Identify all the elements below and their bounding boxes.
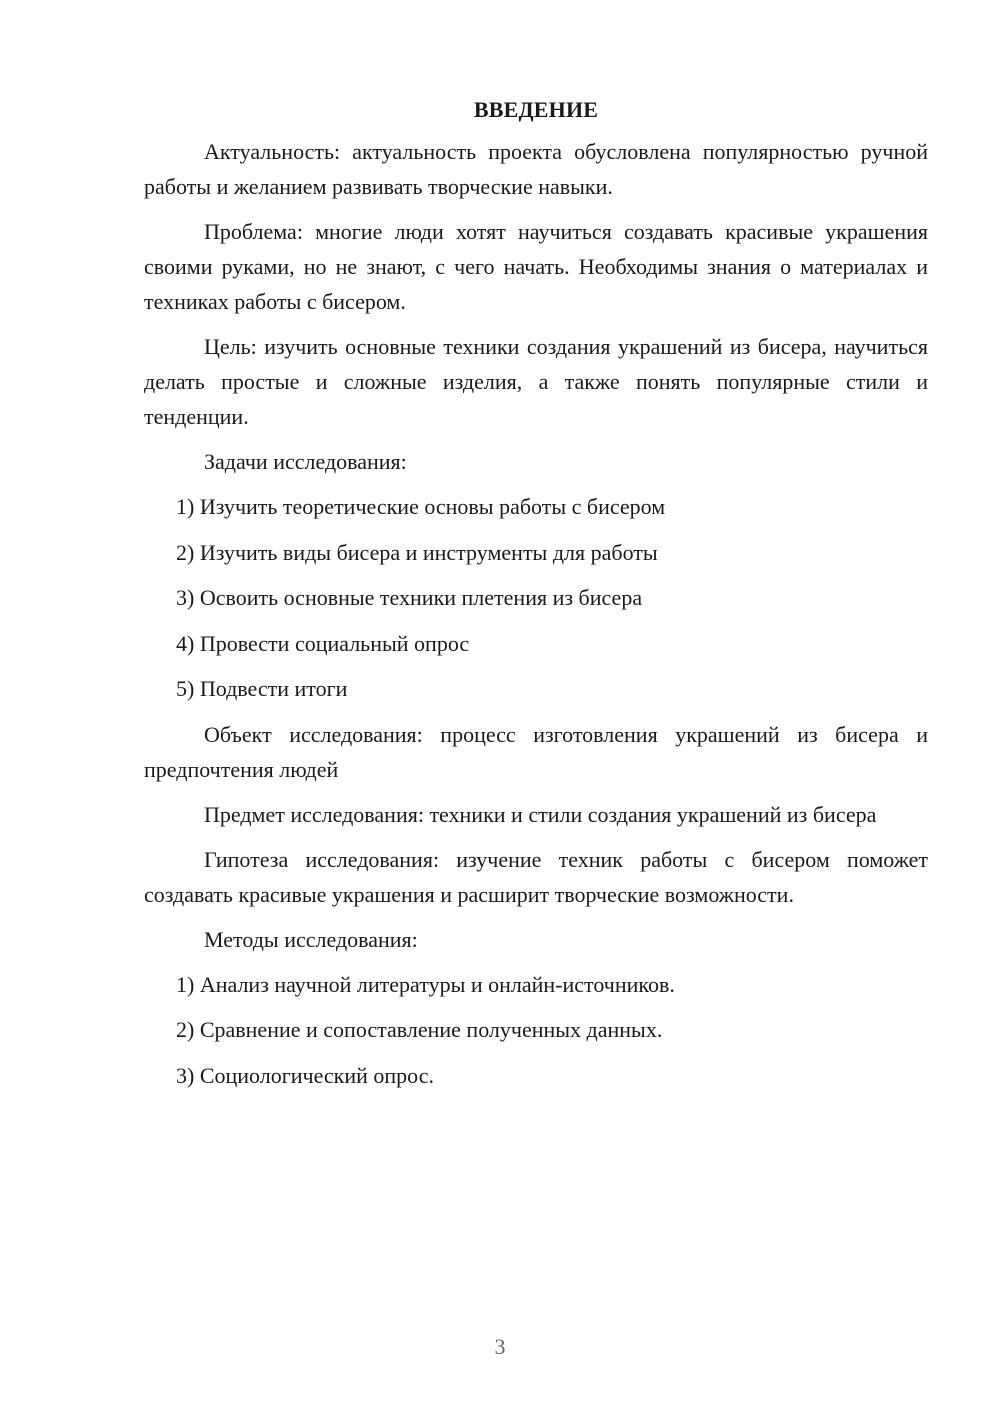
tasks-title: Задачи исследования: <box>204 449 407 474</box>
goal-paragraph: Цель: изучить основные техники создания украшений из бисера, научиться делать простые и сложные изделия, а также понять популярные стили и тенденции. <box>144 334 928 429</box>
page-title: ВВЕДЕНИЕ <box>473 97 599 122</box>
page-number: 3 <box>494 1334 506 1359</box>
document-page <box>144 92 928 1103</box>
subject-paragraph: Предмет исследования: техники и стили создания украшений из бисера <box>204 801 877 827</box>
list-item: 1) Анализ научной литературы и онлайн-источников. <box>176 971 675 997</box>
hypothesis-paragraph: Гипотеза исследования: изучение техник работы с бисером поможет создавать красивые украшения и расширит творческие возможности. <box>144 846 928 907</box>
methods-title: Методы исследования: <box>204 926 418 952</box>
list-item: 4) Провести социальный опрос <box>176 630 470 656</box>
tasks-list <box>144 489 928 706</box>
list-item: 3) Освоить основные техники плетения из бисера <box>176 585 643 610</box>
list-item: 3) Социологический опрос. <box>176 1062 434 1088</box>
relevance-paragraph: Актуальность: актуальность проекта обусловлена популярностью ручной работы и желанием развивать творческие навыки. <box>144 139 928 199</box>
list-item: 2) Сравнение и сопоставление полученных данных. <box>176 1017 663 1042</box>
list-item: 2) Изучить виды бисера и инструменты для работы <box>176 539 658 565</box>
methods-list <box>144 967 928 1093</box>
object-paragraph: Объект исследования: процесс изготовления украшений из бисера и предпочтения людей <box>144 721 928 782</box>
list-item: 5) Подвести итоги <box>176 676 348 701</box>
list-item: 1) Изучить теоретические основы работы с бисером <box>176 494 666 519</box>
problem-paragraph: Проблема: многие люди хотят научиться создавать красивые украшения своими руками, но не знают, с чего начать. Необходимы знания о материалах и техниках работы с бисером. <box>144 219 928 314</box>
